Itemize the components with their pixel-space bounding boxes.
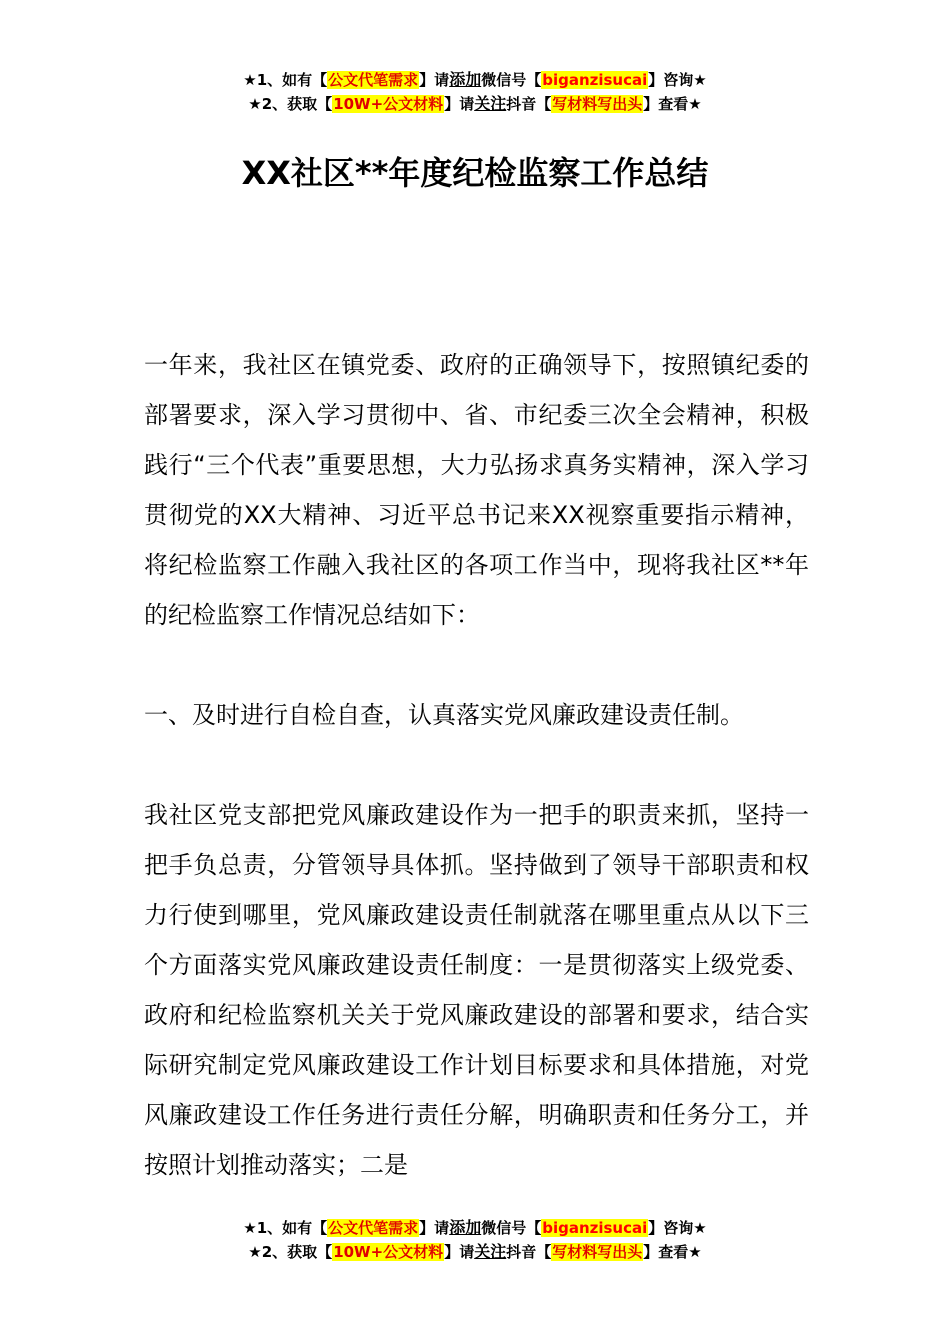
section-heading-1: 一、及时进行自检自查，认真落实党风廉政建设责任制。 [144,701,744,729]
banner-emphasis: 添加 [449,70,482,89]
banner-text: 微信号【 [481,71,542,89]
highlight-ghostwriting: 公文代笔需求 [328,1219,419,1237]
banner-text: ★2、获取【 [248,95,333,113]
document-title: XX社区**年度纪检监察工作总结 [241,154,709,192]
banner-text: 】请 [419,1219,450,1237]
highlight-douyin-account: 写材料写出头 [552,95,643,113]
banner-emphasis: 关注 [474,1242,507,1261]
banner-text: 】请 [419,71,450,89]
highlight-douyin-account: 写材料写出头 [552,1243,643,1261]
highlight-materials: 10W+公文材料 [333,1243,444,1261]
paragraph-intro: 一年来，我社区在镇党委、政府的正确领导下，按照镇纪委的部署要求，深入学习贯彻中、省、市纪委三次全会精神，积极践行“三个代表”重要思想，大力弘扬求真务实精神，深入学习贯彻党的XX大精神、习近平总书记来XX视察重要指示精神，将纪检监察工作融入我社区的各项工作当中，现将我社区**年的纪检监察工作情况总结如下： [144,351,809,629]
banner-text: ★2、获取【 [248,1243,333,1261]
footer-banner [0,1216,950,1264]
highlight-wechat-id: biganzisucai [542,1219,648,1237]
banner-text: 】请 [444,1243,475,1261]
paragraph-section-1: 我社区党支部把党风廉政建设作为一把手的职责来抓，坚持一把手负总责，分管领导具体抓。坚持做到了领导干部职责和权力行使到哪里，党风廉政建设责任制就落在哪里重点从以下三个方面落实党风廉政建设责任制度：一是贯彻落实上级党委、政府和纪检监察机关关于党风廉政建设的部署和要求，结合实际研究制定党风廉政建设工作计划目标要求和具体措施，对党风廉政建设工作任务进行责任分解，明确职责和任务分工，并按照计划推动落实；二是 [144,801,809,1179]
header-banner [0,68,950,116]
banner-text: 抖音【 [506,95,552,113]
banner-line-2 [0,92,950,116]
banner-text: 】查看★ [643,1243,702,1261]
banner-emphasis: 添加 [449,1218,482,1237]
document-body [144,340,809,1190]
banner-text: 】查看★ [643,95,702,113]
banner-text: 微信号【 [481,1219,542,1237]
banner-line-2 [0,1240,950,1264]
banner-text: ★1、如有【 [243,71,328,89]
banner-text: 】请 [444,95,475,113]
highlight-ghostwriting: 公文代笔需求 [328,71,419,89]
highlight-wechat-id: biganzisucai [542,71,648,89]
banner-line-1 [0,68,950,92]
banner-text: ★1、如有【 [243,1219,328,1237]
banner-text: 】咨询★ [648,1219,707,1237]
banner-text: 】咨询★ [648,71,707,89]
banner-line-1 [0,1216,950,1240]
highlight-materials: 10W+公文材料 [333,95,444,113]
banner-emphasis: 关注 [474,94,507,113]
banner-text: 抖音【 [506,1243,552,1261]
